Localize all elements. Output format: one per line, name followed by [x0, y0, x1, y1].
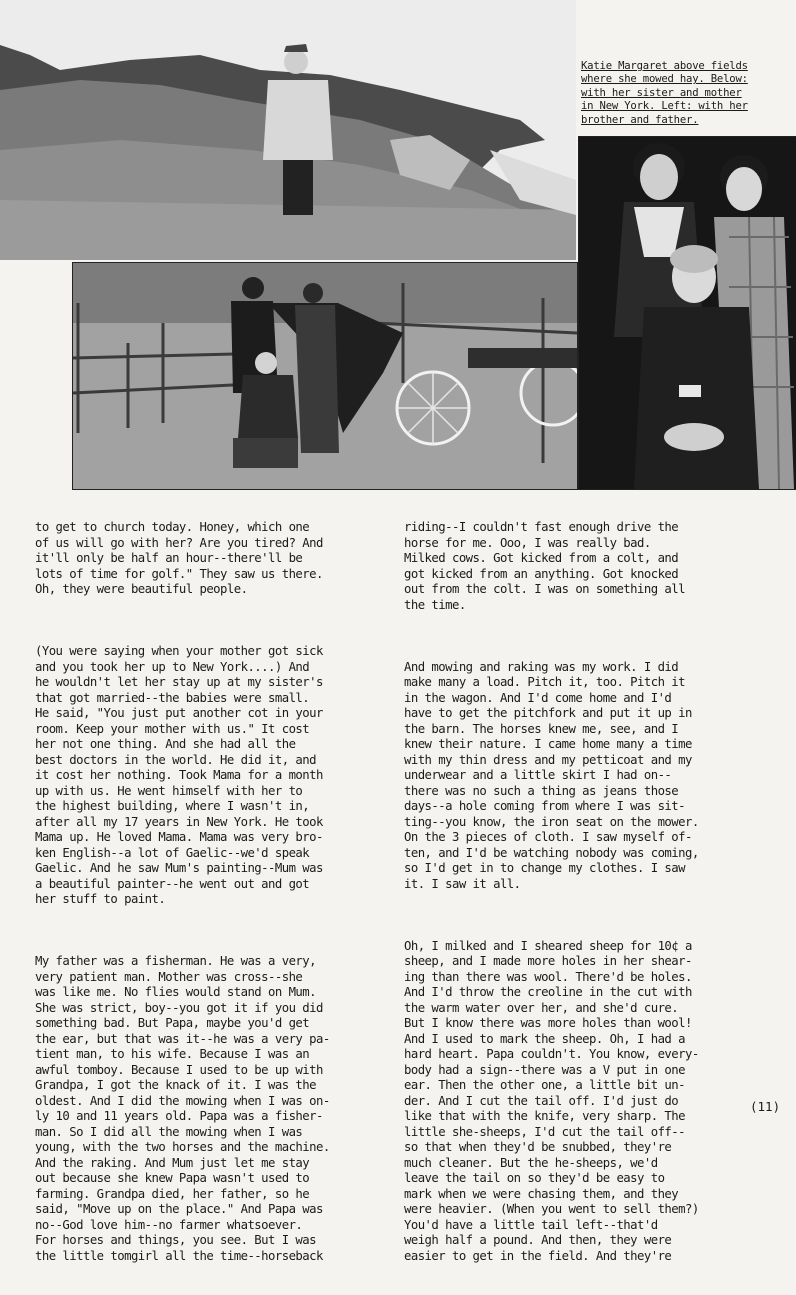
caption-line: brother and father.: [581, 113, 699, 126]
photo-sister-and-mother: [578, 136, 796, 490]
text-column-right: [404, 489, 784, 1295]
photo-brother-and-father: [72, 262, 578, 490]
paragraph: to get to church today. Honey, which one of us will go with her? Are you tired? And it'll only be half an hour--there'll be lots of time for golf." They saw us there. Oh, they were beautiful people.: [35, 520, 323, 596]
caption-line: Katie Margaret above fields: [581, 60, 748, 72]
paragraph: Oh, I milked and I sheared sheep for 10¢ a sheep, and I made more holes in her shear- ing than there was wool. There'd be holes. And I'd throw the creoline in the cut with the warm water over her, and she'd cure. But I know there was more holes than wool! And I used to mark the sheep. Oh, I had a hard heart. Papa couldn't. You know, every- body had a sign--there was a V put in one ear. Then the other one, a little bit un- der. And I cut the tail off. I'd just do like that with the knife, very sharp. The little she-sheeps, I'd cut the tail off-- so that when they'd be snubbed, they're much cleaner. But the he-sheeps, we'd leave the tail on so they'd be easy to mark when we were chasing them, and they were heavier. (When you went to sell them?) You'd have a little tail left--that'd weigh half a pound. And then, they were easier to get in the field. And they're: [404, 938, 699, 1263]
paragraph: And mowing and raking was my work. I did make many a load. Pitch it, too. Pitch it in the wagon. And I'd come home and I'd have to get the pitchfork and put it up in the barn. The horses knew me, see, and I knew their nature. I came home many a time with my thin dress and my petticoat and my underwear and a little skirt I had on-- there was no such a thing as jeans those days--a hole coming from where I was sit- ting--you know, the iron seat on the mower. On the 3 pieces of cloth. I saw myself of- ten, and I'd be watching nobody was coming, so I'd get in to change my clothes. I saw it. I saw it all.: [404, 659, 699, 891]
paragraph: My father was a fisherman. He was a very, very patient man. Mother was cross--she was like me. No flies would stand on Mum. She was strict, boy--you got it if you did something bad. But Papa, maybe you'd get the ear, but that was it--he was a very pa- tient man, to his wife. Because I was an awful tomboy. Because I used to be up with Grandpa, I got the knack of it. I was the oldest. And I did the mowing when I was on- ly 10 and 11 years old. Papa was a fisher- man. So I did all the mowing when I was young, with the two horses and the machine. And the raking. And Mum just let me stay out because she knew Papa wasn't used to farming. Grandpa died, her father, so he said, "Move up on the place." And Papa was no--God love him--no farmer whatsoever. For horses and things, you see. But I was the little tomgirl all the time--horseback: [35, 954, 330, 1263]
caption-line: where she mowed hay. Below:: [581, 73, 748, 86]
caption-line: in New York. Left: with her: [581, 100, 748, 113]
photo-hillside-woman: [0, 0, 576, 260]
page-number: (11): [750, 1099, 781, 1114]
photo-caption: [581, 60, 791, 127]
caption-line: with her sister and mother: [581, 86, 742, 99]
text-column-left: [35, 489, 390, 1295]
paragraph: riding--I couldn't fast enough drive the horse for me. Ooo, I was really bad. Milked cows. Got kicked from a colt, and got kicked from an anything. Got knocked out from the colt. I was on something all the time.: [404, 520, 685, 612]
paragraph: (You were saying when your mother got sick and you took her up to New York....) And he wouldn't let her stay up at my sister's that got married--the babies were small. He said, "You just put another cot in your room. Keep your mother with us." It cost her not one thing. And she had all the best doctors in the world. He did it, and it cost her nothing. Took Mama for a month up with us. He went himself with her to the highest building, where I wasn't in, after all my 17 years in New York. He took Mama up. He loved Mama. Mama was very bro- ken English--a lot of Gaelic--we'd speak Gaelic. And he saw Mum's painting--Mum was a beautiful painter--he went out and got her stuff to paint.: [35, 644, 323, 906]
